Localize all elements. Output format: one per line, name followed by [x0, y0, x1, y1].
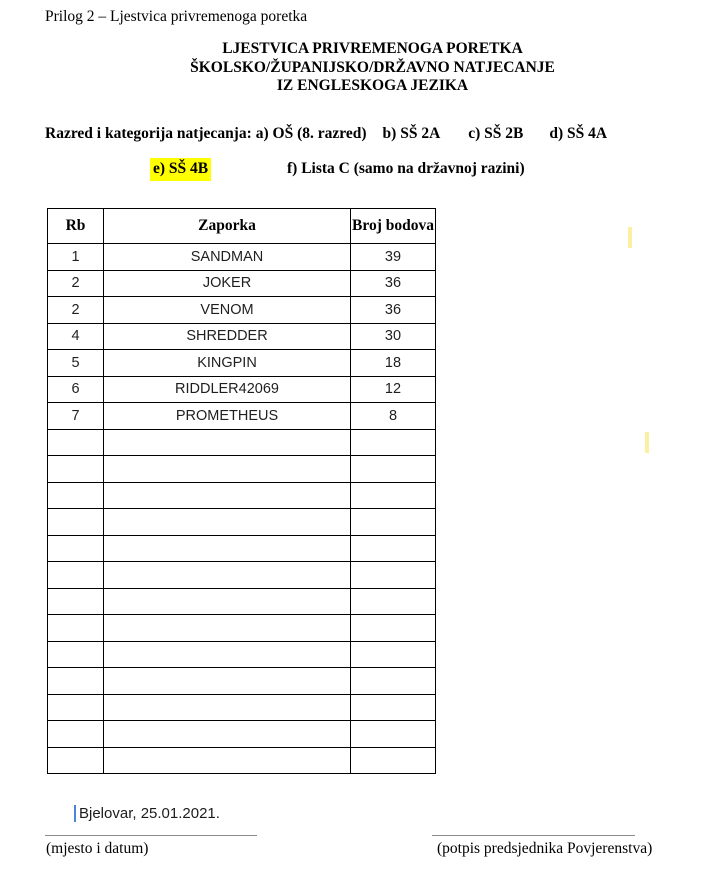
cell-broj-bodova [351, 535, 436, 562]
cell-zaporka [104, 747, 351, 774]
column-header-broj-bodova: Broj bodova [351, 209, 436, 244]
cell-zaporka: KINGPIN [104, 350, 351, 377]
title-line-3: IZ ENGLESKOGA JEZIKA [276, 77, 469, 95]
document-title [30, 40, 713, 96]
category-option-a: a) OŠ (8. razred) [255, 125, 367, 142]
cell-rb [48, 429, 104, 456]
table-row [48, 588, 436, 615]
table-header-row [48, 209, 436, 244]
table-row [48, 747, 436, 774]
cell-zaporka [104, 721, 351, 748]
cell-rb [48, 482, 104, 509]
cell-broj-bodova: 12 [351, 376, 436, 403]
cell-rb [48, 456, 104, 483]
cell-broj-bodova [351, 509, 436, 536]
table-row [48, 562, 436, 589]
table-row [48, 429, 436, 456]
cell-broj-bodova [351, 456, 436, 483]
cell-broj-bodova [351, 668, 436, 695]
cell-rb [48, 721, 104, 748]
cell-rb [48, 562, 104, 589]
cell-rb [48, 615, 104, 642]
table-row [48, 456, 436, 483]
table-row [48, 482, 436, 509]
place-date-caption: (mjesto i datum) [46, 840, 149, 857]
column-header-rb: Rb [48, 209, 104, 244]
doc-label: Prilog 2 – Ljestvica privremenoga poretka [45, 8, 308, 25]
cell-rb [48, 509, 104, 536]
cell-broj-bodova [351, 747, 436, 774]
cell-zaporka [104, 668, 351, 695]
signature-line-right [432, 835, 635, 836]
cell-broj-bodova [351, 482, 436, 509]
title-line-2: ŠKOLSKO/ŽUPANIJSKO/DRŽAVNO NATJECANJE [190, 58, 555, 76]
cell-broj-bodova: 36 [351, 297, 436, 324]
cell-zaporka [104, 694, 351, 721]
signature-line-left [45, 835, 257, 836]
category-option-b: b) SŠ 2A [382, 125, 441, 142]
cell-zaporka: SANDMAN [104, 244, 351, 271]
cell-zaporka [104, 588, 351, 615]
cell-broj-bodova: 8 [351, 403, 436, 430]
margin-highlight-mark-1 [628, 227, 632, 248]
cell-zaporka: VENOM [104, 297, 351, 324]
cell-zaporka: RIDDLER42069 [104, 376, 351, 403]
cell-zaporka [104, 429, 351, 456]
cell-zaporka [104, 535, 351, 562]
table-row [48, 244, 436, 271]
category-label: Razred i kategorija natjecanja: [45, 125, 252, 142]
cell-rb: 2 [48, 297, 104, 324]
cell-rb: 5 [48, 350, 104, 377]
cell-zaporka: JOKER [104, 270, 351, 297]
category-option-f: f) Lista C (samo na državnoj razini) [287, 160, 525, 177]
cell-rb: 2 [48, 270, 104, 297]
cell-broj-bodova: 30 [351, 323, 436, 350]
cell-zaporka: PROMETHEUS [104, 403, 351, 430]
table-row [48, 509, 436, 536]
cell-rb [48, 535, 104, 562]
cell-rb: 4 [48, 323, 104, 350]
signature-caption: (potpis predsjednika Povjerenstva) [437, 840, 653, 857]
cell-rb [48, 588, 104, 615]
cell-broj-bodova [351, 588, 436, 615]
category-option-c: c) SŠ 2B [468, 125, 524, 142]
cell-broj-bodova [351, 721, 436, 748]
cell-zaporka [104, 509, 351, 536]
cell-rb: 7 [48, 403, 104, 430]
cell-broj-bodova [351, 641, 436, 668]
cell-broj-bodova [351, 615, 436, 642]
margin-highlight-mark-2 [645, 432, 649, 453]
table-row [48, 297, 436, 324]
category-option-d: d) SŠ 4A [549, 125, 608, 142]
table-row [48, 323, 436, 350]
table-row [48, 350, 436, 377]
table-row [48, 403, 436, 430]
category-line-2 [0, 158, 713, 182]
cell-broj-bodova [351, 429, 436, 456]
table-row [48, 270, 436, 297]
table-row [48, 641, 436, 668]
cell-broj-bodova [351, 694, 436, 721]
cell-rb [48, 747, 104, 774]
cell-rb [48, 668, 104, 695]
cell-rb [48, 641, 104, 668]
cell-zaporka [104, 482, 351, 509]
cell-broj-bodova: 36 [351, 270, 436, 297]
ranking-table [47, 208, 436, 774]
cell-rb: 6 [48, 376, 104, 403]
cell-rb: 1 [48, 244, 104, 271]
table-row [48, 376, 436, 403]
place-date-text: Bjelovar, 25.01.2021. [79, 805, 220, 822]
cell-zaporka [104, 562, 351, 589]
cell-rb [48, 694, 104, 721]
table-row [48, 535, 436, 562]
title-line-1: LJESTVICA PRIVREMENOGA PORETKA [222, 40, 523, 57]
table-body [48, 244, 436, 774]
table-row [48, 668, 436, 695]
column-header-zaporka: Zaporka [104, 209, 351, 244]
cell-zaporka [104, 641, 351, 668]
table-row [48, 694, 436, 721]
cell-broj-bodova [351, 562, 436, 589]
category-line-1 [45, 125, 607, 143]
cell-broj-bodova: 39 [351, 244, 436, 271]
cell-zaporka [104, 615, 351, 642]
cell-zaporka: SHREDDER [104, 323, 351, 350]
table-row [48, 615, 436, 642]
cell-broj-bodova: 18 [351, 350, 436, 377]
text-cursor-caret [74, 805, 76, 822]
category-option-e-highlighted: e) SŠ 4B [150, 158, 211, 181]
cell-zaporka [104, 456, 351, 483]
table-row [48, 721, 436, 748]
